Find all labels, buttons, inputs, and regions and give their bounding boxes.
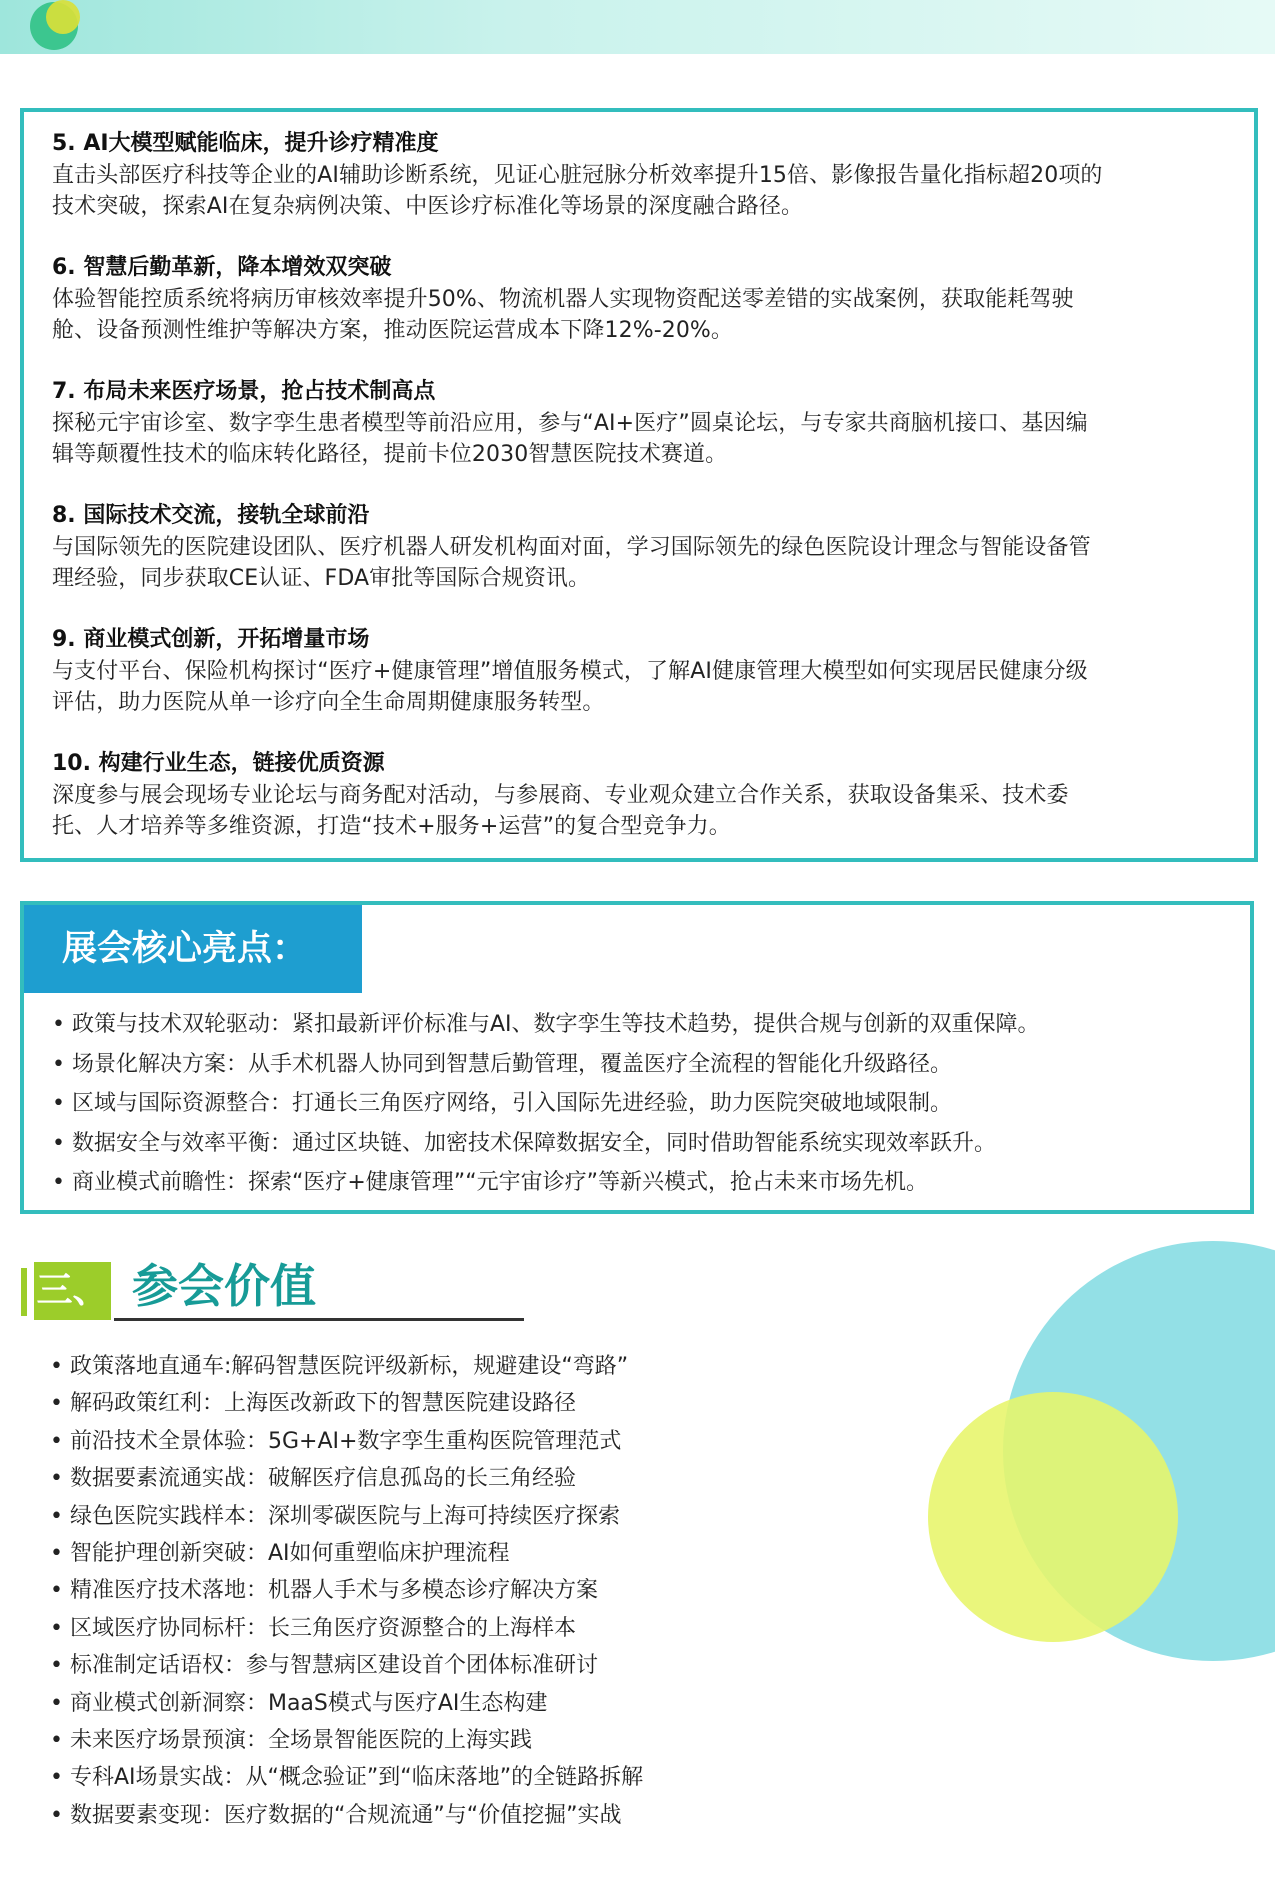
benefit-title: 9. 商业模式创新，开拓增量市场 bbox=[52, 627, 370, 652]
section-underline bbox=[114, 1318, 524, 1321]
benefit-item bbox=[52, 376, 1242, 470]
decorative-bubble-lime bbox=[928, 1392, 1178, 1642]
benefit-desc-line: 舱、设备预测性维护等解决方案，推动医院运营成本下降12%-20%。 bbox=[52, 318, 734, 343]
value-item: • 商业模式创新洞察：MaaS模式与医疗AI生态构建 bbox=[50, 1690, 548, 1716]
benefit-desc-line: 评估，助力医院从单一诊疗向全生命周期健康服务转型。 bbox=[52, 690, 605, 715]
benefit-desc-line: 深度参与展会现场专业论坛与商务配对活动，与参展商、专业观众建立合作关系，获取设备集采、技术委 bbox=[52, 783, 1069, 808]
benefit-desc-line: 辑等颠覆性技术的临床转化路径，提前卡位2030智慧医院技术赛道。 bbox=[52, 442, 728, 467]
value-item: • 标准制定话语权：参与智慧病区建设首个团体标准研讨 bbox=[50, 1653, 598, 1679]
benefit-desc-line: 体验智能控质系统将病历审核效率提升50%、物流机器人实现物资配送零差错的实战案例，获取能耗驾驶 bbox=[52, 287, 1074, 312]
benefit-title: 6. 智慧后勤革新，降本增效双突破 bbox=[52, 255, 392, 280]
benefit-desc-line: 与支付平台、保险机构探讨“医疗+健康管理”增值服务模式，了解AI健康管理大模型如何实现居民健康分级 bbox=[52, 659, 1088, 684]
value-item: • 区域医疗协同标杆：长三角医疗资源整合的上海样本 bbox=[50, 1615, 576, 1641]
benefits-box bbox=[20, 108, 1258, 862]
benefit-item bbox=[52, 500, 1242, 594]
benefit-item bbox=[52, 748, 1242, 842]
benefit-desc-line: 与国际领先的医院建设团队、医疗机器人研发机构面对面，学习国际领先的绿色医院设计理念与智能设备管 bbox=[52, 535, 1091, 560]
value-item: • 绿色医院实践样本：深圳零碳医院与上海可持续医疗探索 bbox=[50, 1503, 620, 1529]
benefit-desc-line: 直击头部医疗科技等企业的AI辅助诊断系统，见证心脏冠脉分析效率提升15倍、影像报告量化指标超20项的 bbox=[52, 163, 1103, 188]
value-item: • 专科AI场景实战：从“概念验证”到“临床落地”的全链路拆解 bbox=[50, 1765, 644, 1791]
benefit-item bbox=[52, 128, 1242, 222]
benefit-title: 7. 布局未来医疗场景，抢占技术制高点 bbox=[52, 379, 436, 404]
benefit-desc-line: 探秘元宇宙诊室、数字孪生患者模型等前沿应用，参与“AI+医疗”圆桌论坛，与专家共商脑机接口、基因编 bbox=[52, 411, 1088, 436]
highlight-item: • 商业模式前瞻性：探索“医疗+健康管理”“元宇宙诊疗”等新兴模式，抢占未来市场先机。 bbox=[52, 1170, 928, 1195]
section-accent-bar bbox=[21, 1268, 27, 1316]
highlight-item: • 政策与技术双轮驱动：紧扣最新评价标准与AI、数字孪生等技术趋势，提供合规与创新的双重保障。 bbox=[52, 1012, 1040, 1037]
value-item: • 数据要素流通实战：破解医疗信息孤岛的长三角经验 bbox=[50, 1466, 576, 1492]
decorative-circle-yellow bbox=[46, 0, 80, 34]
highlights-box bbox=[20, 901, 1254, 1214]
benefit-title: 10. 构建行业生态，链接优质资源 bbox=[52, 751, 385, 776]
highlights-title: 展会核心亮点： bbox=[24, 905, 362, 993]
section-number: 三、 bbox=[34, 1262, 111, 1320]
top-banner bbox=[0, 0, 1275, 54]
highlights-list bbox=[52, 1005, 1232, 1203]
benefit-item bbox=[52, 624, 1242, 718]
value-item: • 政策落地直通车:解码智慧医院评级新标，规避建设“弯路” bbox=[50, 1354, 629, 1379]
benefit-desc-line: 理经验，同步获取CE认证、FDA审批等国际合规资讯。 bbox=[52, 566, 591, 591]
value-item: • 前沿技术全景体验：5G+AI+数字孪生重构医院管理范式 bbox=[50, 1428, 622, 1454]
benefit-item bbox=[52, 252, 1242, 346]
value-item: • 数据要素变现：医疗数据的“合规流通”与“价值挖掘”实战 bbox=[50, 1802, 622, 1828]
highlight-item: • 场景化解决方案：从手术机器人协同到智慧后勤管理，覆盖医疗全流程的智能化升级路径。 bbox=[52, 1051, 952, 1077]
value-item: • 智能护理创新突破：AI如何重塑临床护理流程 bbox=[50, 1541, 510, 1567]
benefit-title: 5. AI大模型赋能临床，提升诊疗精准度 bbox=[52, 131, 439, 156]
highlight-item: • 数据安全与效率平衡：通过区块链、加密技术保障数据安全，同时借助智能系统实现效率跃升。 bbox=[52, 1130, 996, 1156]
value-list bbox=[50, 1348, 950, 1834]
value-item: • 解码政策红利：上海医改新政下的智慧医院建设路径 bbox=[50, 1391, 576, 1417]
benefit-desc-line: 托、人才培养等多维资源，打造“技术+服务+运营”的复合型竞争力。 bbox=[52, 814, 731, 839]
value-item: • 精准医疗技术落地：机器人手术与多模态诊疗解决方案 bbox=[50, 1578, 598, 1604]
section-title: 参会价值 bbox=[132, 1259, 316, 1313]
highlight-item: • 区域与国际资源整合：打通长三角医疗网络，引入国际先进经验，助力医院突破地域限制。 bbox=[52, 1091, 952, 1116]
benefit-title: 8. 国际技术交流，接轨全球前沿 bbox=[52, 503, 370, 528]
benefit-desc-line: 技术突破，探索AI在复杂病例决策、中医诊疗标准化等场景的深度融合路径。 bbox=[52, 194, 804, 219]
value-item: • 未来医疗场景预演：全场景智能医院的上海实践 bbox=[50, 1728, 532, 1754]
